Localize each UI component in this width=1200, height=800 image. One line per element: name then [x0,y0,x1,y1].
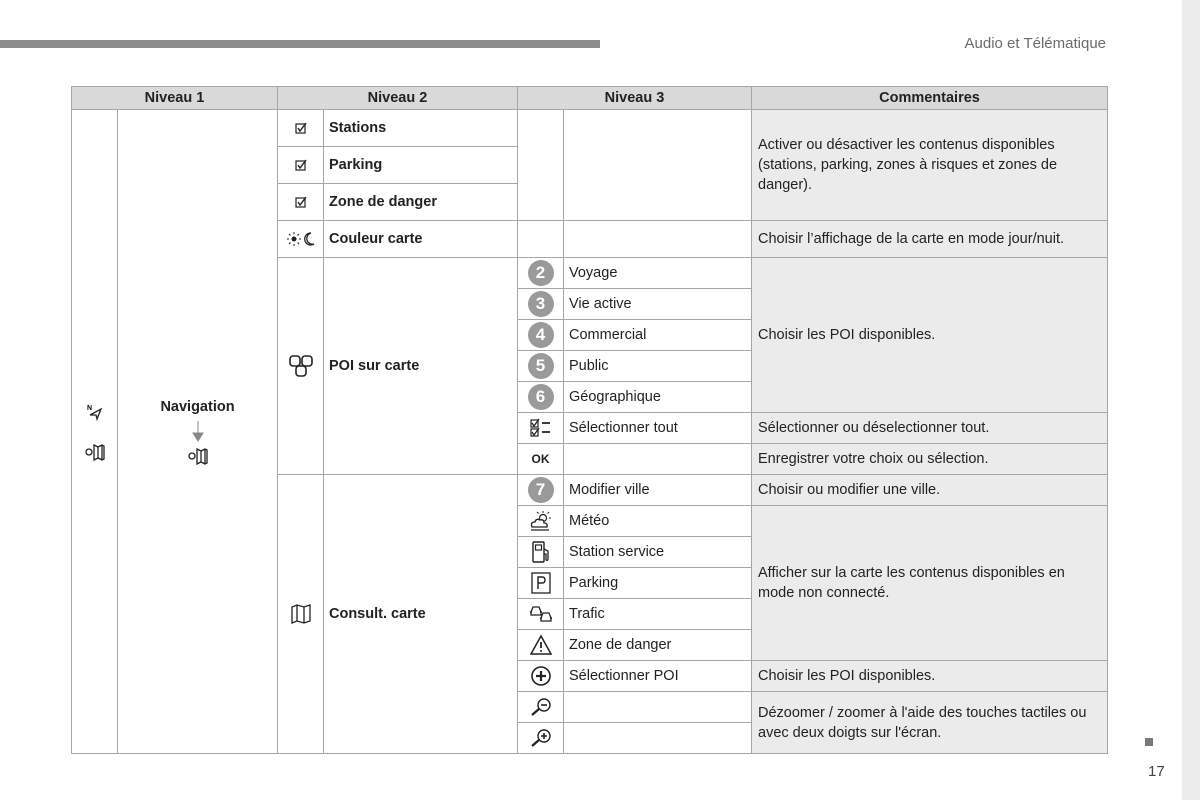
empty-cell [564,692,752,723]
header-rule [0,40,600,48]
poi-number-badge: 3 [528,291,554,317]
parking-icon[interactable] [518,568,564,599]
map-settings-icon [118,447,277,465]
page-number: 17 [1148,763,1165,780]
empty-cell [564,110,752,221]
menu-zone-danger-2[interactable]: Zone de danger [564,630,752,661]
day-night-icon[interactable] [278,221,324,258]
zoom-out-icon[interactable] [518,692,564,723]
menu-zone-danger[interactable]: Zone de danger [324,184,518,221]
menu-parking[interactable]: Parking [324,147,518,184]
poi-number-badge: 5 [528,353,554,379]
empty-cell [564,444,752,475]
comment-zoom: Dézoomer / zoomer à l'aide des touches tactiles ou avec deux doigts sur l'écran. [752,692,1108,754]
zoom-in-icon[interactable] [518,723,564,754]
menu-trafic[interactable]: Trafic [564,599,752,630]
menu-poi-sur-carte[interactable]: POI sur carte [324,258,518,475]
comment-contenus: Activer ou désactiver les contenus disponibles (stations, parking, zones à risques et zones de danger). [752,110,1108,221]
col-header-niveau-1: Niveau 1 [72,87,278,110]
checkbox-icon[interactable] [278,110,324,147]
ok-button[interactable]: OK [531,452,550,466]
col-header-commentaires: Commentaires [752,87,1108,110]
poi-number-badge: 4 [528,322,554,348]
comment-modify-city: Choisir ou modifier une ville. [752,475,1108,506]
col-header-niveau-2: Niveau 2 [278,87,518,110]
comment-poi: Choisir les POI disponibles. [752,258,1108,413]
poi-number-badge: 6 [528,384,554,410]
comment-ok: Enregistrer votre choix ou sélection. [752,444,1108,475]
niveau1-icons-cell [72,110,118,754]
empty-cell [518,110,564,221]
page-header-title: Audio et Télématique [964,35,1106,52]
empty-cell [564,723,752,754]
fuel-icon[interactable] [518,537,564,568]
comment-select-poi: Choisir les POI disponibles. [752,661,1108,692]
comment-select-all: Sélectionner ou déselectionner tout. [752,413,1108,444]
empty-cell [518,221,564,258]
checkbox-icon[interactable] [278,184,324,221]
menu-parking-2[interactable]: Parking [564,568,752,599]
poi-commercial[interactable]: Commercial [564,320,752,351]
traffic-icon[interactable] [518,599,564,630]
niveau1-navigation-cell [118,110,278,754]
col-header-niveau-3: Niveau 3 [518,87,752,110]
table-header-row [72,87,1108,110]
menu-select-all[interactable]: Sélectionner tout [564,413,752,444]
page-edge-strip [1182,0,1200,800]
navigation-menu-table [71,86,1108,754]
plus-circle-icon[interactable] [518,661,564,692]
navigation-arrow-icon [72,403,117,421]
poi-voyage[interactable]: Voyage [564,258,752,289]
weather-icon[interactable] [518,506,564,537]
menu-station-service[interactable]: Station service [564,537,752,568]
poi-public[interactable]: Public [564,351,752,382]
city-number-badge: 7 [528,477,554,503]
checkbox-icon[interactable] [278,147,324,184]
menu-select-poi[interactable]: Sélectionner POI [564,661,752,692]
comment-offline: Afficher sur la carte les contenus disponibles en mode non connecté. [752,506,1108,661]
arrow-down-icon [192,421,204,443]
poi-number-badge: 2 [528,260,554,286]
select-all-icon[interactable] [518,413,564,444]
map-icon[interactable] [278,475,324,754]
warning-icon[interactable] [518,630,564,661]
menu-consult-carte[interactable]: Consult. carte [324,475,518,754]
svg-text:N: N [86,404,92,412]
comment-couleur: Choisir l’affichage de la carte en mode jour/nuit. [752,221,1108,258]
poi-vie-active[interactable]: Vie active [564,289,752,320]
page-marker [1145,738,1153,746]
empty-cell [564,221,752,258]
menu-modify-city[interactable]: Modifier ville [564,475,752,506]
navigation-label: Navigation [160,398,235,415]
menu-stations[interactable]: Stations [324,110,518,147]
map-settings-icon [72,443,117,461]
poi-icon[interactable] [278,258,324,475]
poi-geographique[interactable]: Géographique [564,382,752,413]
menu-couleur-carte[interactable]: Couleur carte [324,221,518,258]
menu-meteo[interactable]: Météo [564,506,752,537]
